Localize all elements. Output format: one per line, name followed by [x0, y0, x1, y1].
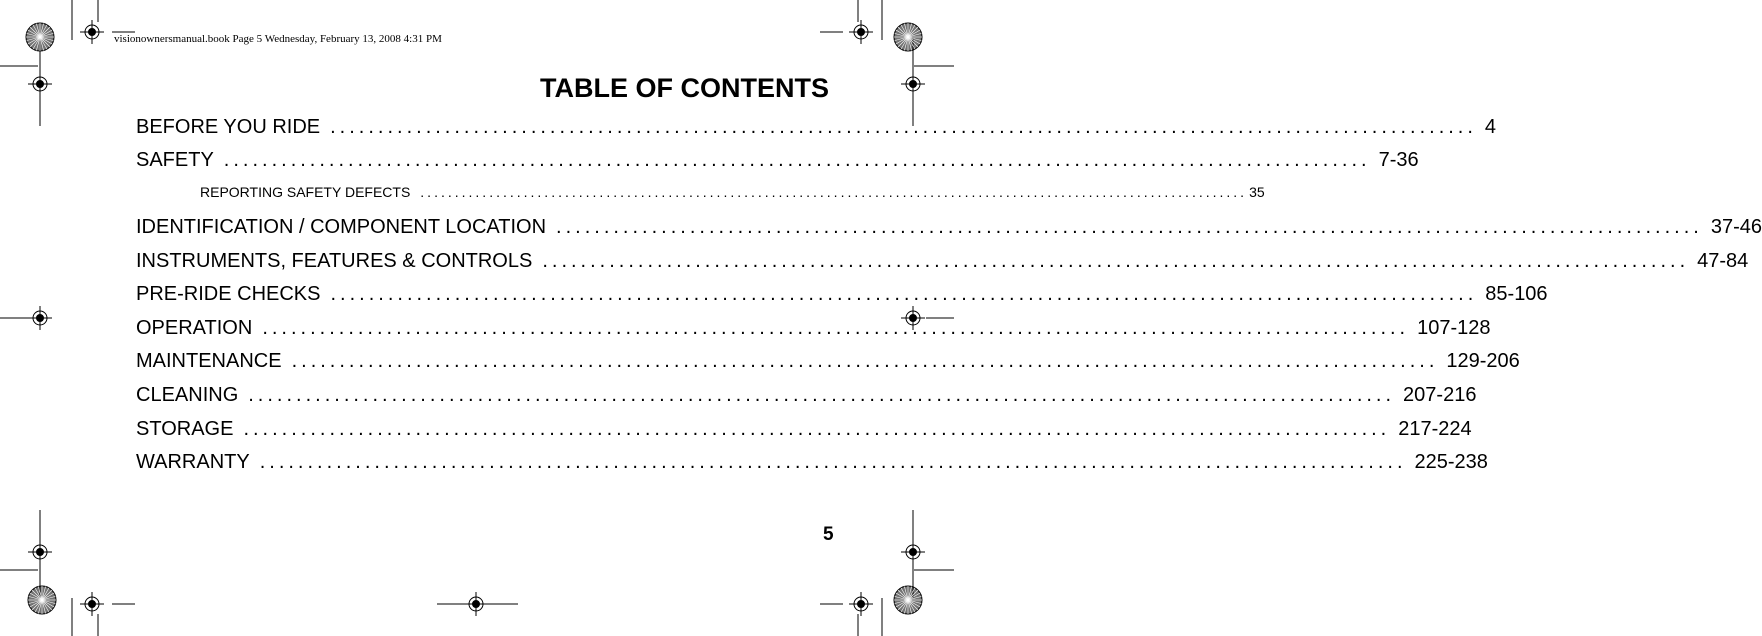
registration-crosshair-icon [464, 592, 488, 616]
registration-crosshair-icon [849, 20, 873, 44]
dot-leader: ........................................................................................................................ [420, 184, 1248, 200]
toc-entry-identification[interactable] [136, 216, 1762, 242]
toc-entry-label: WARRANTY [136, 451, 250, 473]
toc-entry-page: 129-206 [1446, 350, 1520, 372]
toc-entry-storage[interactable] [136, 418, 1472, 444]
toc-entry-label: PRE-RIDE CHECKS [136, 283, 321, 305]
dot-leader: ........................................................................................................................ [262, 317, 1410, 339]
registration-crosshair-icon [28, 540, 52, 564]
toc-entry-label: REPORTING SAFETY DEFECTS [200, 184, 411, 200]
dot-leader: ........................................................................................................................ [291, 350, 1439, 372]
dot-leader: ........................................................................................................................ [243, 418, 1391, 440]
book-file-info: visionownersmanual.book Page 5 Wednesday, February 13, 2008 4:31 PM [114, 33, 442, 45]
toc-entry-page: 47-84 [1697, 250, 1749, 272]
registration-starburst-icon [28, 586, 56, 614]
toc-entry-page: 85-106 [1485, 283, 1548, 305]
toc-entry-cleaning[interactable] [136, 384, 1477, 410]
dot-leader: ........................................................................................................................ [330, 116, 1477, 138]
toc-entry-label: IDENTIFICATION / COMPONENT LOCATION [136, 216, 547, 238]
toc-entry-instruments[interactable] [136, 250, 1749, 276]
dot-leader: ........................................................................................................................ [330, 283, 1478, 305]
toc-entry-label: STORAGE [136, 418, 234, 440]
registration-crosshair-icon [28, 72, 52, 96]
toc-entry-label: CLEANING [136, 384, 239, 406]
dot-leader: ........................................................................................................................ [248, 384, 1396, 406]
page-title: TABLE OF CONTENTS [540, 73, 829, 103]
registration-starburst-icon [26, 23, 54, 51]
toc-entry-operation[interactable] [136, 317, 1491, 343]
registration-crosshair-icon [28, 306, 52, 330]
toc-entry-pre-ride-checks[interactable] [136, 283, 1548, 309]
toc-entry-safety[interactable] [136, 149, 1419, 175]
dot-leader: ........................................................................................................................ [542, 250, 1690, 272]
toc-entry-page: 207-216 [1403, 384, 1477, 406]
toc-entry-page: 4 [1484, 116, 1497, 138]
toc-entry-page: 37-46 [1710, 216, 1762, 238]
toc-subentry-reporting-safety-defects[interactable] [200, 184, 1265, 204]
registration-starburst-icon [894, 23, 922, 51]
toc-entry-label: SAFETY [136, 149, 214, 171]
toc-entry-page: 7-36 [1378, 149, 1419, 171]
toc-entry-page: 35 [1249, 184, 1265, 200]
registration-starburst-icon [894, 586, 922, 614]
registration-crosshair-icon [80, 20, 104, 44]
registration-crosshair-icon [80, 592, 104, 616]
toc-entry-maintenance[interactable] [136, 350, 1520, 376]
registration-crosshair-icon [901, 540, 925, 564]
registration-crosshair-icon [901, 72, 925, 96]
toc-entry-page: 225-238 [1414, 451, 1488, 473]
toc-entry-label: OPERATION [136, 317, 253, 339]
toc-entry-page: 107-128 [1417, 317, 1491, 339]
dot-leader: ........................................................................................................................ [223, 149, 1371, 171]
toc-entry-label: INSTRUMENTS, FEATURES & CONTROLS [136, 250, 533, 272]
toc-entry-before-you-ride[interactable] [136, 116, 1497, 142]
dot-leader: ........................................................................................................................ [556, 216, 1703, 238]
toc-entry-warranty[interactable] [136, 451, 1488, 477]
registration-crosshair-icon [849, 592, 873, 616]
page-number: 5 [823, 524, 834, 545]
toc-entry-page: 217-224 [1398, 418, 1472, 440]
toc-entry-label: MAINTENANCE [136, 350, 282, 372]
dot-leader: ........................................................................................................................ [259, 451, 1407, 473]
toc-entry-label: BEFORE YOU RIDE [136, 116, 321, 138]
